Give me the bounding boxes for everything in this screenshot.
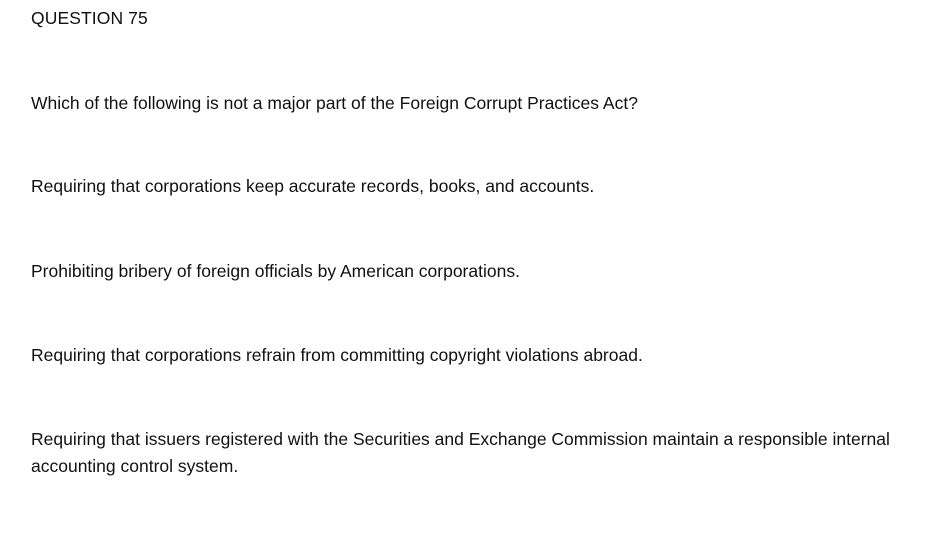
question-prompt: Which of the following is not a major part of the Foreign Corrupt Practices Act? bbox=[31, 93, 638, 113]
question-number: QUESTION 75 bbox=[31, 8, 148, 28]
answer-option-1[interactable]: Requiring that corporations keep accurate records, books, and accounts. bbox=[31, 176, 595, 196]
answer-option-2[interactable]: Prohibiting bribery of foreign officials by American corporations. bbox=[31, 261, 520, 281]
answer-option-3[interactable]: Requiring that corporations refrain from committing copyright violations abroad. bbox=[31, 345, 643, 365]
answer-option-4[interactable]: Requiring that issuers registered with the Securities and Exchange Commission maintain a responsible internal accounting control system. bbox=[31, 429, 890, 476]
